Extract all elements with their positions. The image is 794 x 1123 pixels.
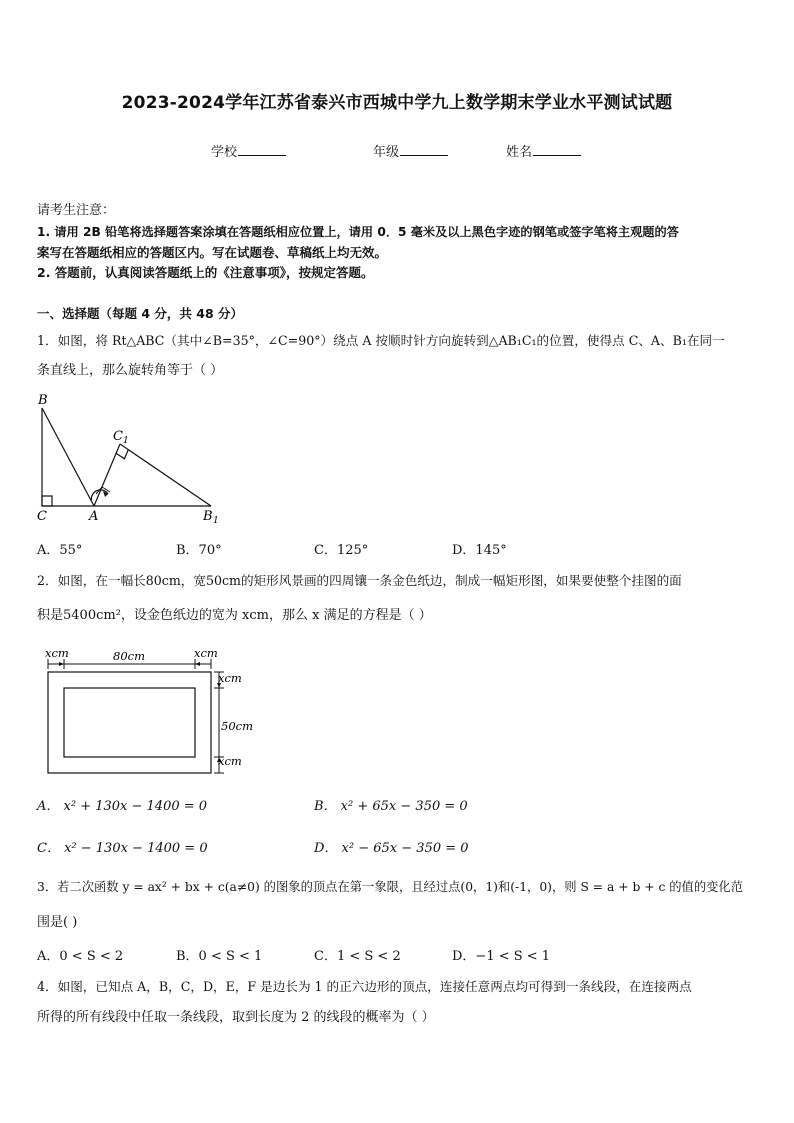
name-blank[interactable] — [533, 143, 581, 156]
q3-option-b[interactable]: B．0 < S < 1 — [176, 949, 263, 964]
school-field[interactable] — [211, 141, 286, 160]
q2-option-b[interactable]: B． x² + 65x − 350 = 0 — [314, 799, 468, 814]
segment-ab — [42, 408, 94, 506]
label-a: A — [89, 509, 99, 524]
q1-option-d[interactable]: D．145° — [452, 543, 507, 558]
notice-line-3: 2. 答题前，认真阅读答题纸上的《注意事项》，按规定答题。 — [37, 265, 374, 280]
section-heading: 一、选择题（每题 4 分，共 48 分） — [37, 306, 244, 321]
q2-option-a[interactable]: A． x² + 130x − 1400 = 0 — [37, 799, 208, 814]
q4-text-line-2: 所得的所有线段中任取一条线段，取到长度为 2 的线段的概率为（ ） — [37, 1010, 435, 1025]
label-x-bottom: xcm — [218, 754, 242, 768]
grade-label: 年级 — [373, 145, 400, 160]
q4-text-line-1: 4．如图，已知点 A，B，C，D，E，F 是边长为 1 的正六边形的顶点，连接任意两点均可得到一条线段，在连接两点 — [37, 979, 692, 994]
q2-option-d[interactable]: D． x² − 65x − 350 = 0 — [314, 841, 469, 856]
name-field[interactable] — [506, 141, 581, 160]
label-c1-text: C — [113, 429, 123, 444]
q1-triangle-figure — [28, 390, 228, 530]
label-x-left: xcm — [45, 646, 69, 660]
notice-line-1: 1. 请用 2B 铅笔将选择题答案涂填在答题纸相应位置上，请用 0．5 毫米及以上黑色字迹的钢笔或签字笔将主观题的答 — [37, 225, 679, 239]
q1-text-line-2: 条直线上，那么旋转角等于（ ） — [37, 363, 224, 378]
school-blank[interactable] — [238, 143, 286, 156]
q1-option-a[interactable]: A．55° — [37, 543, 83, 558]
outer-frame — [48, 672, 211, 773]
notice-heading: 请考生注意： — [37, 203, 116, 218]
label-length: 80cm — [113, 649, 145, 663]
q3-text-line-1: 3．若二次函数 y = ax² + bx + c(a≠0) 的图象的顶点在第一象限，且经过点(0，1)和(-1，0)，则 S = a + b + c 的值的变化范 — [37, 880, 744, 894]
q1-option-b[interactable]: B．70° — [176, 543, 222, 558]
label-b1: B — [203, 509, 213, 524]
segment-c1b1 — [120, 444, 211, 506]
inner-painting — [64, 688, 195, 757]
q3-text-line-2: 围是( ) — [37, 915, 78, 930]
school-label: 学校 — [211, 145, 238, 160]
grade-blank[interactable] — [400, 143, 448, 156]
notice-line-2: 案写在答题纸相应的答题区内。写在试题卷、草稿纸上均无效。 — [37, 245, 388, 260]
q2-frame-figure — [38, 644, 258, 778]
name-label: 姓名 — [506, 145, 533, 160]
q1-option-c[interactable]: C．125° — [314, 543, 369, 558]
right-angle-c1 — [116, 450, 128, 459]
q2-text-line-1: 2．如图，在一幅长80cm，宽50cm的矩形风景画的四周镶一条金色纸边，制成一幅矩形图，如果要使整个挂图的面 — [37, 573, 682, 588]
q3-option-d[interactable]: D．−1 < S < 1 — [452, 949, 551, 964]
label-c1-sub: 1 — [123, 436, 129, 446]
q2-option-c[interactable]: C． x² − 130x − 1400 = 0 — [37, 841, 208, 856]
right-angle-c — [42, 496, 52, 506]
q3-option-a[interactable]: A．0 < S < 2 — [37, 949, 124, 964]
label-b1-sub: 1 — [213, 516, 219, 526]
label-b: B — [38, 393, 48, 408]
label-x-right: xcm — [194, 646, 218, 660]
page-title: 2023-2024学年江苏省泰兴市西城中学九上数学期末学业水平测试试题 — [121, 93, 673, 113]
label-width: 50cm — [221, 719, 253, 733]
grade-field[interactable] — [373, 141, 448, 160]
q3-option-c[interactable]: C．1 < S < 2 — [314, 949, 401, 964]
label-x-top: xcm — [218, 671, 242, 685]
label-c: C — [37, 509, 47, 524]
q2-text-line-2: 积是5400cm²，设金色纸边的宽为 xcm，那么 x 满足的方程是（ ） — [37, 608, 432, 623]
q1-text-line-1: 1．如图，将 Rt△ABC（其中∠B=35°，∠C=90°）绕点 A 按顺时针方向旋转到△AB₁C₁的位置，使得点 C、A、B₁在同一 — [37, 333, 725, 348]
